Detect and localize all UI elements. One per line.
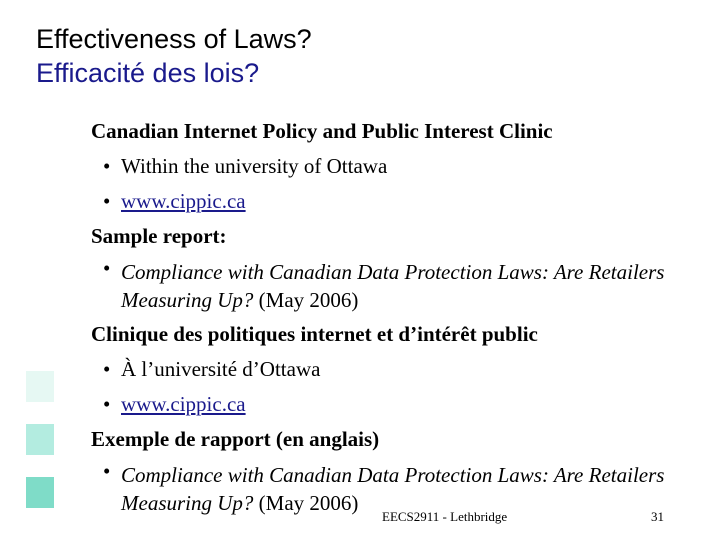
cippic-link[interactable]: www.cippic.ca [121, 392, 246, 416]
bullet-link-en [91, 184, 691, 219]
heading-sample-report: Sample report: [91, 224, 227, 248]
slide-footer: EECS2911 - Lethbridge [382, 509, 508, 524]
report-date: (May 2006) [253, 491, 359, 515]
slide-body [91, 114, 691, 520]
report-date: (May 2006) [253, 288, 359, 312]
title-english: Effectiveness of Laws? [36, 24, 312, 54]
cippic-link[interactable]: www.cippic.ca [121, 189, 246, 213]
bullet-marker: • [103, 256, 111, 280]
heading-exemple-rapport: Exemple de rapport (en anglais) [91, 427, 380, 451]
bullet-university-fr [91, 352, 691, 387]
decor-square-dark [26, 477, 54, 508]
bullet-text: À l’université d’Ottawa [121, 357, 321, 381]
bullet-marker: • [103, 154, 111, 178]
slide-title [36, 22, 312, 90]
decorative-squares [26, 371, 54, 530]
bullet-text: Within the university of Ottawa [121, 154, 388, 178]
decor-square-medium [26, 424, 54, 455]
bullet-marker: • [103, 189, 111, 213]
heading-cippic-en: Canadian Internet Policy and Public Interest Clinic [91, 119, 553, 143]
page-number: 31 [651, 509, 664, 524]
title-french: Efficacité des lois? [36, 58, 260, 88]
bullet-university-en [91, 149, 691, 184]
bullet-marker: • [103, 357, 111, 381]
report-title: Compliance with Canadian Data Protection Laws: Are Retailers Measuring Up? [121, 463, 665, 515]
bullet-marker: • [103, 459, 111, 483]
heading-cippic-fr: Clinique des politiques internet et d’intérêt public [91, 322, 538, 346]
bullet-report-en [91, 254, 691, 317]
report-title: Compliance with Canadian Data Protection Laws: Are Retailers Measuring Up? [121, 260, 665, 312]
bullet-link-fr [91, 387, 691, 422]
bullet-marker: • [103, 392, 111, 416]
decor-square-light [26, 371, 54, 402]
